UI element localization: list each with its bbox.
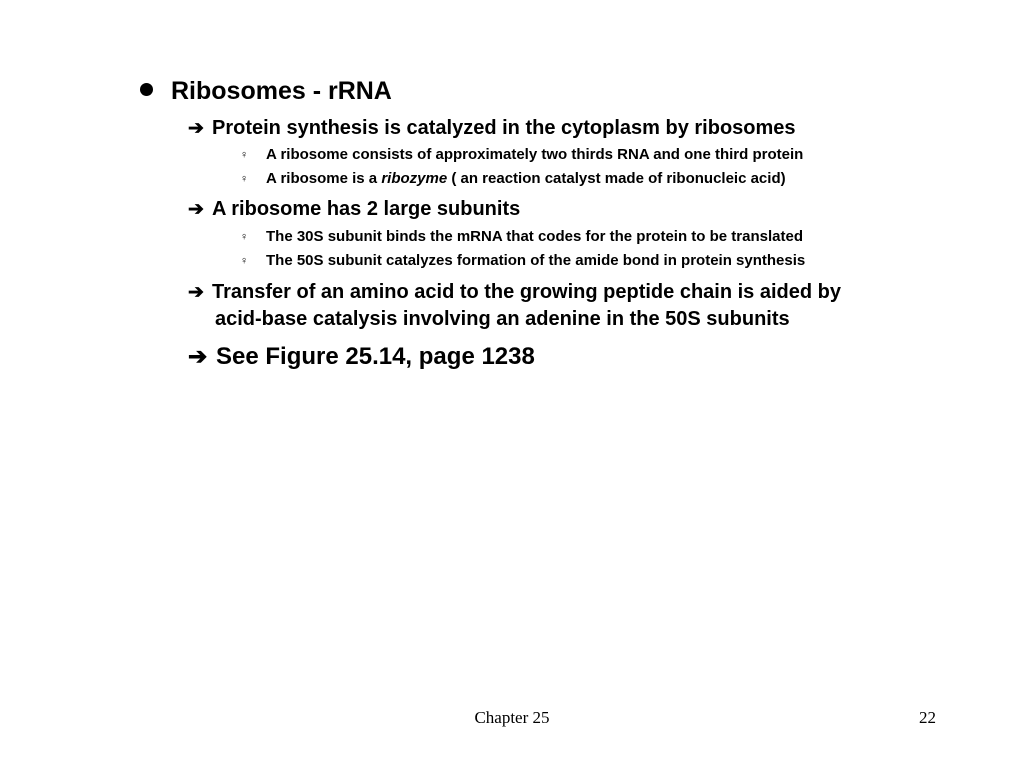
sub-bullet-icon: ♀ bbox=[240, 231, 249, 243]
bullet-point-text-line-1: Transfer of an amino acid to the growing peptide chain is aided by bbox=[212, 281, 841, 303]
arrow-bullet-icon: ➔ bbox=[188, 118, 204, 139]
footer-chapter: Chapter 25 bbox=[474, 708, 550, 727]
sub-bullet-icon: ♀ bbox=[240, 149, 249, 161]
sub-point-text: The 50S subunit catalyzes formation of the amide bond in protein synthesis bbox=[266, 252, 806, 269]
ribozyme-term: ribozyme bbox=[381, 170, 448, 187]
bullet-point-text: See Figure 25.14, page 1238 bbox=[216, 343, 535, 370]
bullet-point-text: A ribosome has 2 large subunits bbox=[212, 198, 521, 220]
sub-point-text: The 30S subunit binds the mRNA that codes for the protein to be translated bbox=[266, 228, 803, 245]
slide-heading: Ribosomes - rRNA bbox=[171, 77, 392, 105]
sub-point-1-1 bbox=[240, 145, 803, 165]
footer-page-number: 22 bbox=[919, 708, 936, 727]
sub-point-1-2 bbox=[240, 169, 786, 189]
arrow-bullet-icon: ➔ bbox=[188, 282, 204, 303]
sub-bullet-icon: ♀ bbox=[240, 255, 249, 267]
round-bullet-icon bbox=[140, 83, 153, 96]
sub-point-text-after: ( an reaction catalyst made of ribonucleic acid) bbox=[447, 170, 786, 187]
sub-bullet-icon: ♀ bbox=[240, 173, 249, 185]
slide-heading-row bbox=[140, 76, 392, 106]
bullet-point-text: Protein synthesis is catalyzed in the cytoplasm by ribosomes bbox=[212, 117, 796, 139]
sub-point-2-2 bbox=[240, 251, 805, 271]
arrow-bullet-icon: ➔ bbox=[188, 199, 204, 220]
bullet-point-3 bbox=[188, 279, 841, 332]
bullet-point-1 bbox=[188, 115, 796, 142]
sub-point-text: A ribosome consists of approximately two thirds RNA and one third protein bbox=[266, 146, 804, 163]
bullet-point-2 bbox=[188, 196, 520, 223]
bullet-point-4 bbox=[188, 341, 535, 372]
bullet-point-text-line-2: acid-base catalysis involving an adenine in the 50S subunits bbox=[215, 308, 790, 330]
sub-point-2-1 bbox=[240, 227, 803, 247]
sub-point-text-before: A ribosome is a bbox=[266, 170, 382, 187]
arrow-bullet-icon: ➔ bbox=[188, 343, 208, 369]
